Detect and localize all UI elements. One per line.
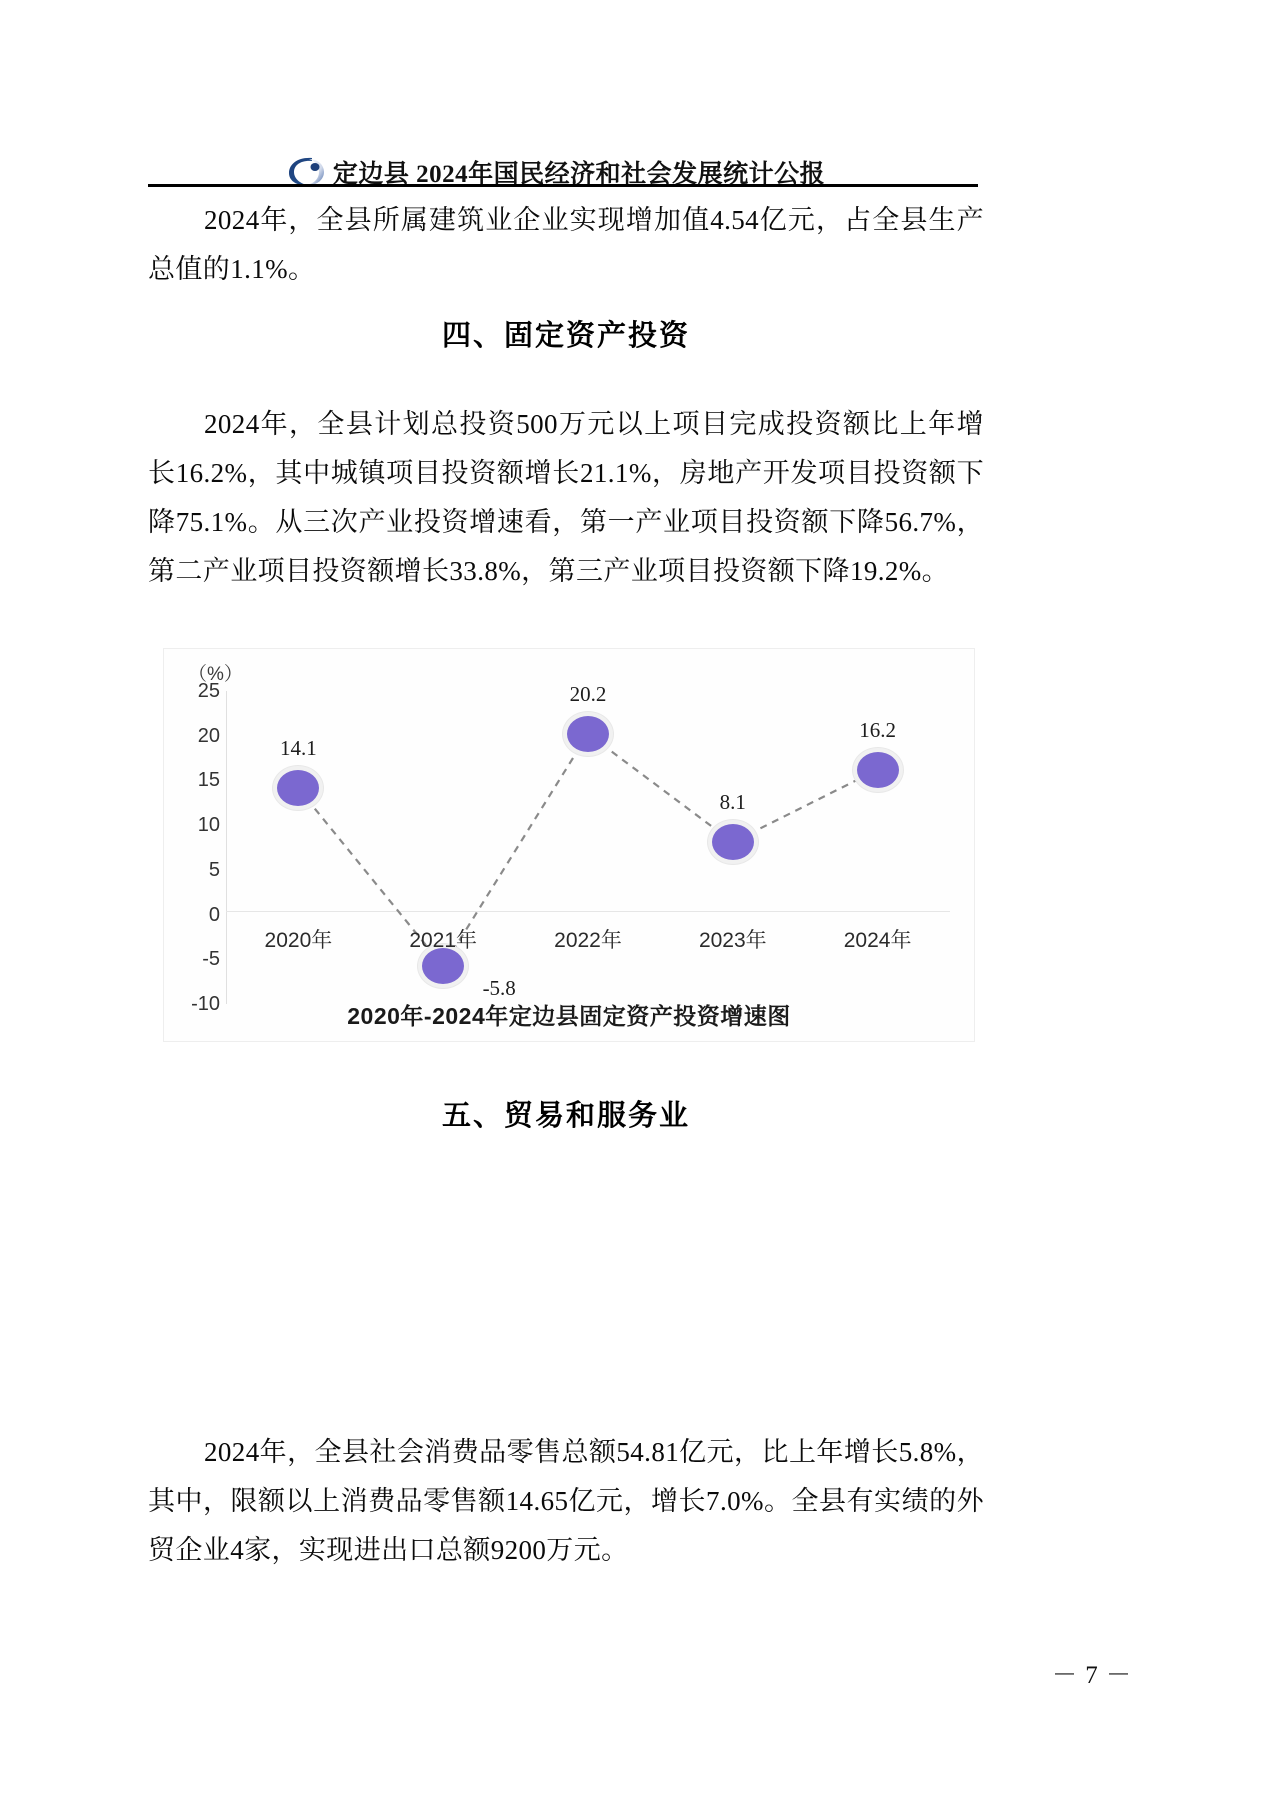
chart-data-point (563, 712, 613, 756)
paragraph-investment-text: 2024年，全县计划总投资500万元以上项目完成投资额比上年增长16.2%，其中城镇项目投资额增长21.1%，房地产开发项目投资额下降75.1%。从三次产业投资增速看，第一产业项目投资额下降56.7%，第二产业项目投资额增长33.8%，第三产业项目投资额下降19.2%。 (148, 409, 984, 586)
paragraph-trade (148, 1428, 984, 1575)
chart-y-tick: -5 (202, 948, 220, 971)
chart-data-label: 16.2 (859, 717, 896, 742)
chart-y-axis (226, 691, 227, 1004)
paragraph-construction-text: 2024年，全县所属建筑业企业实现增加值4.54亿元，占全县生产总值的1.1%。 (148, 205, 984, 284)
chart-y-tick: 10 (197, 814, 220, 837)
chart-series-line (164, 649, 976, 1043)
chart-y-tick: 5 (208, 858, 220, 881)
chart-x-tick: 2022年 (554, 928, 622, 952)
chart-unit-label: （%） (188, 664, 243, 685)
section-heading-fixed-asset-investment: 四、固定资产投资 (441, 320, 690, 352)
swoosh-logo-icon (285, 154, 327, 188)
header-divider (148, 184, 978, 187)
page-number: － 7 － (1051, 1662, 1132, 1689)
chart-caption: 2020年-2024年定边县固定资产投资增速图 (347, 1003, 791, 1029)
chart-y-tick: 20 (197, 724, 220, 747)
chart-y-tick: 0 (208, 903, 220, 926)
chart-data-label: -5.8 (482, 976, 516, 1001)
paragraph-trade-text: 2024年，全县社会消费品零售总额54.81亿元，比上年增长5.8%，其中，限额以上消费品零售额14.65亿元，增长7.0%。全县有实绩的外贸企业4家，实现进出口总额9200万元。 (148, 1437, 984, 1565)
section-heading-trade-services: 五、贸易和服务业 (441, 1100, 690, 1132)
paragraph-construction (148, 196, 984, 294)
chart-data-label: 20.2 (569, 681, 607, 706)
chart-data-label: 8.1 (719, 790, 746, 815)
chart-y-tick-group (164, 649, 220, 1041)
chart-x-axis (226, 911, 950, 912)
chart-data-point (273, 766, 323, 810)
chart-y-tick: -10 (191, 993, 220, 1015)
chart-x-tick: 2024年 (843, 928, 912, 952)
page-header (148, 140, 978, 190)
paragraph-investment (148, 400, 984, 596)
chart-x-tick: 2021年 (409, 928, 478, 952)
chart-data-point (853, 748, 903, 792)
chart-x-tick: 2020年 (264, 928, 333, 952)
chart-y-tick: 25 (197, 680, 220, 702)
chart-data-point (708, 820, 758, 864)
chart-x-tick: 2023年 (698, 928, 767, 952)
chart-y-tick: 15 (197, 769, 220, 792)
header-title: 定边县 2024年国民经济和社会发展统计公报 (332, 161, 826, 188)
chart-data-label: 14.1 (280, 736, 317, 761)
investment-growth-chart (163, 648, 975, 1042)
